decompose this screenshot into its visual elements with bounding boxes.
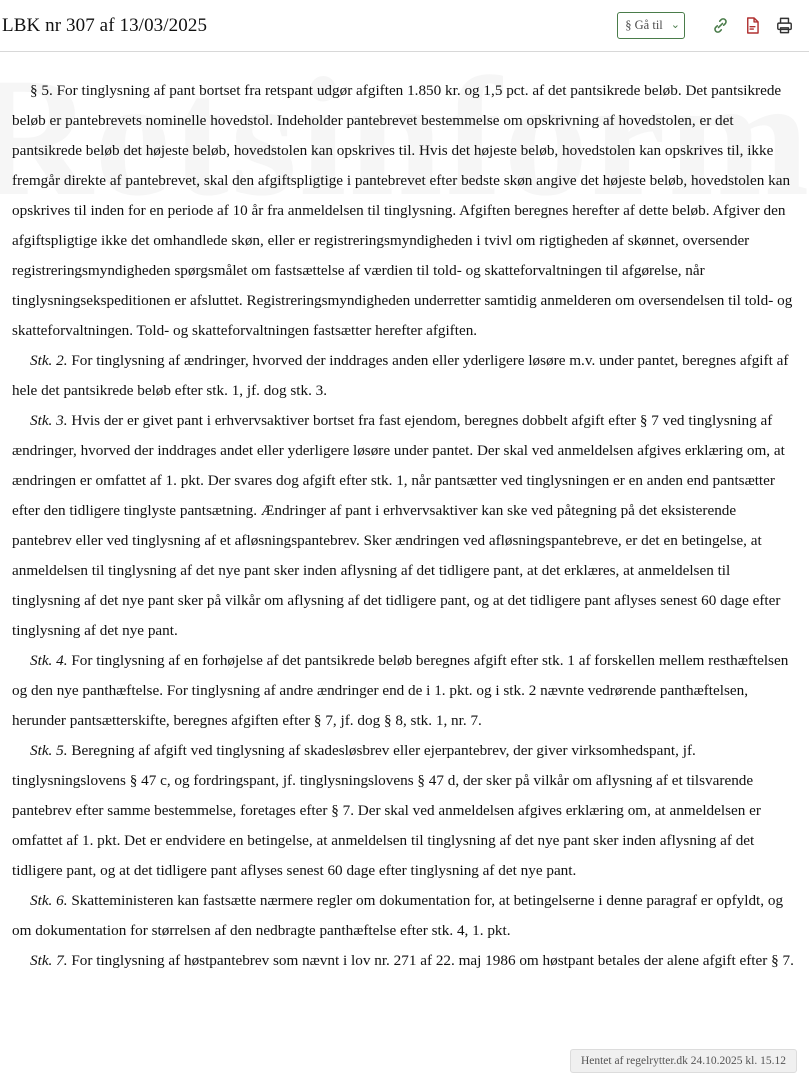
stk-2-text: For tinglysning af ændringer, hvorved der inddrages anden eller yderligere løsøre m.v. under pantet, beregnes afgift af hele det pantsikrede beløb efter stk. 1, jf. dog stk. 3.: [12, 352, 789, 399]
goto-paragraph-select[interactable]: [617, 12, 685, 39]
pdf-icon[interactable]: [741, 15, 763, 37]
document-body: [0, 52, 809, 976]
retrieval-stamp: Hentet af regelrytter.dk 24.10.2025 kl. 15.12: [570, 1049, 797, 1073]
paragraph-stk-6: [12, 886, 797, 946]
stk-4-text: For tinglysning af en forhøjelse af det pantsikrede beløb beregnes afgift efter stk. 1 af forskellen mellem resthæftelsen og den nye panthæftelse. For tinglysning af andre ændringer end de i 1. pkt. og i stk. 2 nævnte vedrørende panthæftelsen, herunder pantsætterskifte, beregnes afgiften efter § 7, jf. dog § 8, stk. 1, nr. 7.: [12, 652, 789, 729]
paragraph-stk-7: [12, 946, 797, 976]
stk-3-text: Hvis der er givet pant i erhvervsaktiver bortset fra fast ejendom, beregnes dobbelt afgift efter § 7 ved tinglysning af ændringer, hvorved der inddrages andet eller yderligere løsøre under pantet. Der skal ved anmeldelsen afgives erklæring om, at ændringen er omfattet af 1. pkt. Der svares dog afgift efter stk. 1, når pantsætter ved tinglysningen er en anden end pantsætter efter den tidligere tinglyste pantsætning. Ændringer af pant i erhvervsaktiver kan ske ved påtegning på det eksisterende pantebrev eller ved tinglysning af et afløsningspantebrev. Sker ændringen ved afløsningspantebreve, er det en betingelse, at anmeldelsen til tinglysning af det nye pant sker inden aflysning af det tidligere pant, at det erklæres, at anmeldelsen til tinglysning af det nye pant sker på vilkår om aflysning af det tidligere pant, og at det tidligere pant aflyses senest 60 dage efter tinglysning af det nye pant.: [12, 412, 785, 639]
stk-5-label: Stk. 5.: [30, 742, 68, 759]
chevron-down-icon: ⌄: [670, 19, 680, 31]
stk-6-label: Stk. 6.: [30, 892, 68, 909]
goto-label: § Gå til: [625, 18, 663, 32]
paragraph-stk-4: [12, 646, 797, 736]
stk-7-label: Stk. 7.: [30, 952, 68, 969]
print-icon[interactable]: [773, 15, 795, 37]
stk-5-text: Beregning af afgift ved tinglysning af skadesløsbrev eller ejerpantebrev, der giver virksomhedspant, jf. tinglysningslovens § 47 c, og fordringspant, jf. tinglysningslovens § 47 d, der sker på vilkår om aflysning af et tilsvarende pantebrev efter samme bestemmelse, foretages efter § 7. Der skal ved anmeldelsen afgives erklæring om, at anmeldelsen er omfattet af 1. pkt. Det er endvidere en betingelse, at anmeldelsen til tinglysning af det nye pant sker inden aflysning af det tidligere pant, og at det tidligere pant aflyses senest 60 dage efter tinglysning af det nye pant.: [12, 742, 761, 879]
document-header: [0, 0, 809, 52]
paragraph-stk-5: [12, 736, 797, 886]
link-icon[interactable]: [709, 15, 731, 37]
paragraph-stk-3: [12, 406, 797, 646]
stk-7-text: For tinglysning af høstpantebrev som nævnt i lov nr. 271 af 22. maj 1986 om høstpant betales der alene afgift efter § 7.: [67, 952, 794, 969]
stk-4-label: Stk. 4.: [30, 652, 68, 669]
paragraph-5: § 5. For tinglysning af pant bortset fra retspant udgør afgiften 1.850 kr. og 1,5 pct. af det pantsikrede beløb. Det pantsikrede beløb er pantebrevets nominelle hovedstol. Indeholder pantebrevet bestemmelse om opskrivning af hovedstolen, er det pantsikrede beløb det højeste beløb, hovedstolen kan opskrives til. Hvis det højeste beløb, hovedstolen kan opskrives til, ikke fremgår direkte af pantebrevet, skal den afgiftspligtige i pantebrevet efter bedste skøn angive det højeste beløb, hovedstolen kan opskrives til inden for en periode af 10 år fra anmeldelsen til tinglysning. Afgiften beregnes herefter af dette beløb. Afgiver den afgiftspligtige ikke det omhandlede skøn, eller er registreringsmyndigheden i tvivl om rigtigheden af skønnet, oversender registreringsmyndigheden spørgsmålet om fastsættelse af værdien til told- og skatteforvaltningen til afgørelse, når tinglysningsekspeditionen er afsluttet. Registreringsmyndigheden underretter samtidig anmelderen om oversendelsen til told- og skatteforvaltningen. Told- og skatteforvaltningen fastsætter herefter afgiften.: [12, 82, 793, 339]
stk-2-label: Stk. 2.: [30, 352, 68, 369]
stk-6-text: Skatteministeren kan fastsætte nærmere regler om dokumentation for, at betingelserne i denne paragraf er opfyldt, og om dokumentation for størrelsen af den nedbragte panthæftelse efter stk. 4, 1. pkt.: [12, 892, 784, 939]
paragraph-stk-2: [12, 346, 797, 406]
page-title: LBK nr 307 af 13/03/2025: [2, 14, 208, 36]
stk-3-label: Stk. 3.: [30, 412, 68, 429]
